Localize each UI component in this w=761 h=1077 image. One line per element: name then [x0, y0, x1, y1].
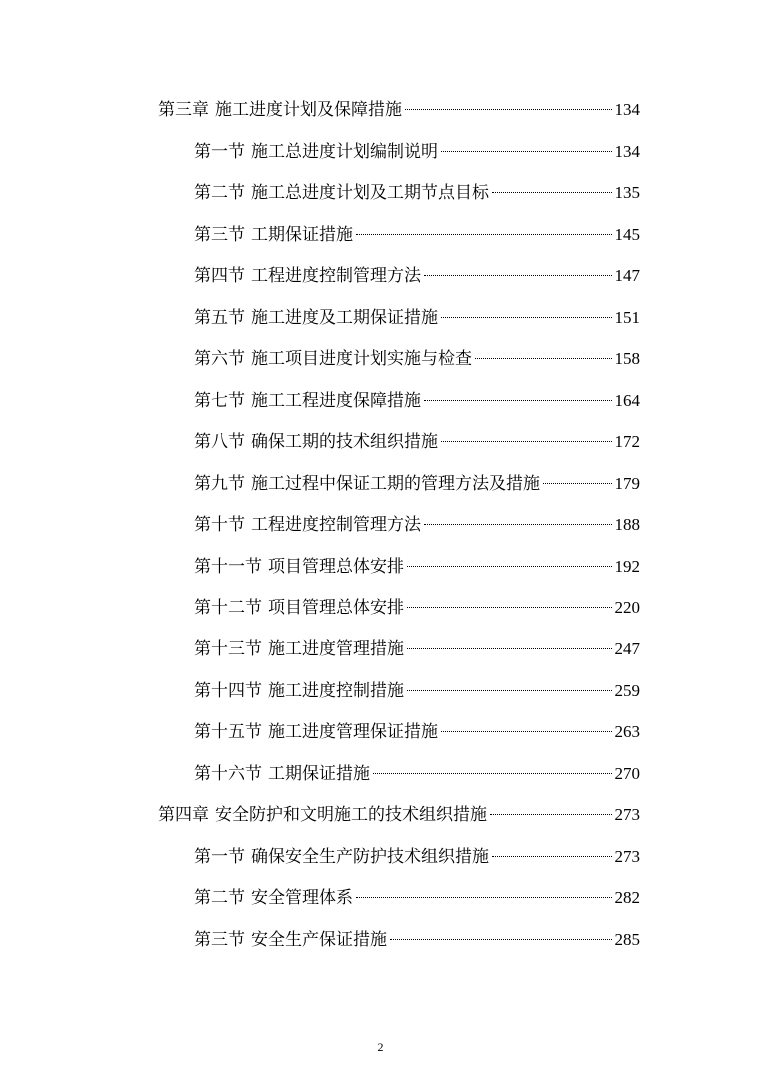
toc-entry-page: 135 — [614, 183, 640, 202]
toc-entry-chapter-4[interactable] — [158, 802, 640, 828]
dot-leader — [424, 524, 612, 525]
toc-entry-title: 施工进度管理措施 — [268, 639, 404, 659]
toc-entry-number: 第六节 — [194, 349, 245, 369]
dot-leader — [407, 607, 612, 608]
toc-entry-section[interactable] — [194, 512, 640, 538]
toc-entry-label — [194, 678, 404, 704]
toc-entry-page: 172 — [614, 432, 640, 451]
toc-entry-section[interactable] — [194, 636, 640, 662]
toc-entry-label — [194, 719, 438, 745]
dot-leader — [390, 939, 612, 940]
toc-entry-title: 施工进度计划及保障措施 — [215, 100, 402, 120]
dot-leader — [405, 109, 612, 110]
toc-entry-section[interactable] — [194, 927, 640, 953]
toc-entry-number: 第十节 — [194, 515, 245, 535]
toc-entry-label — [194, 471, 540, 497]
toc-entry-number: 第二节 — [194, 888, 245, 908]
toc-entry-page: 164 — [614, 391, 640, 410]
toc-entry-label — [194, 844, 489, 870]
toc-entry-label — [194, 429, 438, 455]
toc-entry-page: 270 — [614, 764, 640, 783]
toc-entry-title: 施工进度控制措施 — [268, 681, 404, 701]
toc-entry-number: 第一节 — [194, 142, 245, 162]
toc-entry-page: 273 — [614, 847, 640, 866]
toc-entry-section[interactable] — [194, 263, 640, 289]
toc-entry-label — [194, 761, 370, 787]
toc-entry-label — [194, 512, 421, 538]
toc-entry-label — [194, 222, 353, 248]
dot-leader — [356, 234, 612, 235]
dot-leader — [441, 317, 612, 318]
toc-entry-chapter-3[interactable] — [158, 97, 640, 123]
toc-entry-title: 施工项目进度计划实施与检查 — [251, 349, 472, 369]
toc-entry-number: 第三节 — [194, 930, 245, 950]
toc-entry-page: 145 — [614, 225, 640, 244]
toc-entry-title: 确保安全生产防护技术组织措施 — [251, 847, 489, 867]
toc-entry-section[interactable] — [194, 305, 640, 331]
toc-entry-page: 247 — [614, 639, 640, 658]
dot-leader — [475, 358, 612, 359]
toc-entry-title: 施工过程中保证工期的管理方法及措施 — [251, 474, 540, 494]
toc-entry-page: 147 — [614, 266, 640, 285]
toc-entry-label — [158, 97, 402, 123]
toc-entry-page: 273 — [614, 805, 640, 824]
toc-entry-title: 施工进度及工期保证措施 — [251, 308, 438, 328]
toc-entry-number: 第三节 — [194, 225, 245, 245]
toc-entry-label — [194, 595, 404, 621]
toc-entry-page: 151 — [614, 308, 640, 327]
toc-entry-title: 项目管理总体安排 — [268, 598, 404, 618]
toc-entry-title: 施工工程进度保障措施 — [251, 391, 421, 411]
toc-entry-label — [194, 263, 421, 289]
toc-entry-number: 第七节 — [194, 391, 245, 411]
toc-entry-title: 工程进度控制管理方法 — [251, 266, 421, 286]
toc-entry-section[interactable] — [194, 471, 640, 497]
toc-entry-page: 158 — [614, 349, 640, 368]
toc-entry-title: 工期保证措施 — [268, 764, 370, 784]
dot-leader — [356, 897, 612, 898]
toc-entry-page: 282 — [614, 888, 640, 907]
toc-entry-number: 第十一节 — [194, 557, 262, 577]
toc-entry-section[interactable] — [194, 388, 640, 414]
dot-leader — [490, 814, 612, 815]
toc-entry-number: 第三章 — [158, 100, 209, 120]
toc-entry-section[interactable] — [194, 429, 640, 455]
toc-entry-number: 第四章 — [158, 805, 209, 825]
toc-entry-title: 工程进度控制管理方法 — [251, 515, 421, 535]
toc-entry-page: 259 — [614, 681, 640, 700]
dot-leader — [407, 648, 612, 649]
dot-leader — [424, 400, 612, 401]
toc-entry-label — [194, 554, 404, 580]
toc-entry-section[interactable] — [194, 844, 640, 870]
toc-entry-number: 第四节 — [194, 266, 245, 286]
toc-entry-label — [194, 885, 353, 911]
toc-entry-page: 134 — [614, 100, 640, 119]
toc-entry-page: 179 — [614, 474, 640, 493]
toc-entry-title: 施工总进度计划编制说明 — [251, 142, 438, 162]
toc-entry-section[interactable] — [194, 554, 640, 580]
toc-entry-number: 第十六节 — [194, 764, 262, 784]
dot-leader — [407, 566, 612, 567]
toc-entry-title: 施工进度管理保证措施 — [268, 722, 438, 742]
toc-entry-title: 安全管理体系 — [251, 888, 353, 908]
toc-entry-page: 263 — [614, 722, 640, 741]
toc-entry-title: 施工总进度计划及工期节点目标 — [251, 183, 489, 203]
toc-entry-section[interactable] — [194, 346, 640, 372]
toc-entry-label — [158, 802, 487, 828]
toc-entry-title: 工期保证措施 — [251, 225, 353, 245]
dot-leader — [492, 192, 612, 193]
dot-leader — [543, 483, 612, 484]
toc-entry-number: 第二节 — [194, 183, 245, 203]
toc-entry-section[interactable] — [194, 761, 640, 787]
page-number: 2 — [377, 1040, 384, 1054]
toc-entry-page: 188 — [614, 515, 640, 534]
toc-entry-section[interactable] — [194, 222, 640, 248]
toc-entry-label — [194, 927, 387, 953]
dot-leader — [492, 856, 612, 857]
toc-entry-number: 第十二节 — [194, 598, 262, 618]
dot-leader — [407, 690, 612, 691]
toc-entry-page: 220 — [614, 598, 640, 617]
toc-entry-section[interactable] — [194, 678, 640, 704]
toc-entry-label — [194, 180, 489, 206]
toc-entry-page: 192 — [614, 557, 640, 576]
toc-entry-page: 134 — [614, 142, 640, 161]
dot-leader — [441, 731, 612, 732]
dot-leader — [424, 275, 612, 276]
toc-entry-page: 285 — [614, 930, 640, 949]
toc-entry-section[interactable] — [194, 719, 640, 745]
toc-entry-number: 第九节 — [194, 474, 245, 494]
toc-entry-title: 项目管理总体安排 — [268, 557, 404, 577]
toc-entry-number: 第十三节 — [194, 639, 262, 659]
dot-leader — [373, 773, 612, 774]
toc-entry-number: 第十四节 — [194, 681, 262, 701]
toc-entry-label — [194, 388, 421, 414]
toc-entry-label — [194, 305, 438, 331]
dot-leader — [441, 441, 612, 442]
toc-entry-title: 安全生产保证措施 — [251, 930, 387, 950]
toc-entry-title: 确保工期的技术组织措施 — [251, 432, 438, 452]
toc-entry-title: 安全防护和文明施工的技术组织措施 — [215, 805, 487, 825]
toc-entry-label — [194, 346, 472, 372]
toc-entry-section[interactable] — [194, 885, 640, 911]
toc-entry-section[interactable] — [194, 595, 640, 621]
toc-entry-number: 第一节 — [194, 847, 245, 867]
toc-entry-label — [194, 139, 438, 165]
dot-leader — [441, 151, 612, 152]
toc-entry-section[interactable] — [194, 139, 640, 165]
toc-entry-number: 第五节 — [194, 308, 245, 328]
toc-entry-label — [194, 636, 404, 662]
toc-entry-number: 第十五节 — [194, 722, 262, 742]
toc-entry-section[interactable] — [194, 180, 640, 206]
toc-entry-number: 第八节 — [194, 432, 245, 452]
